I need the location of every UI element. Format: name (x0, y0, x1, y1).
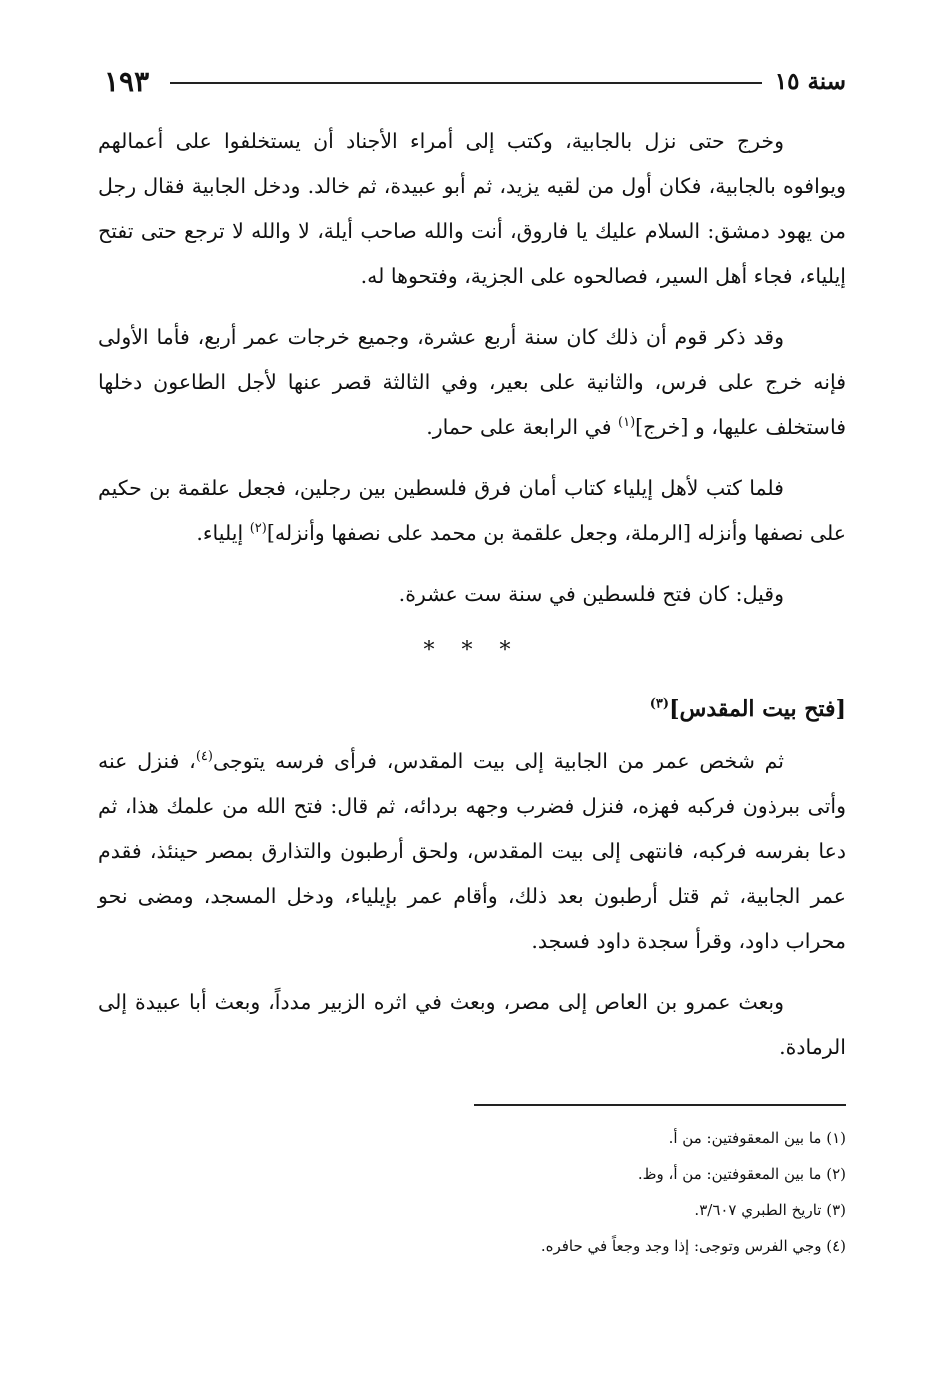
footnote-ref-3: (٣) (649, 696, 670, 712)
section-heading-text: [فتح بيت المقدس] (669, 696, 846, 722)
paragraph-5-text-b: ، فنزل عنه وأتى ببرذون فركبه فهزه، فنزل فضرب وجهه بردائه، ثم قال: فتح الله من علمك هذا، ثم دعا بفرسه فركبه، فانتهى إلى بيت المقدس، ولحق أرطبون والتذارق بمصر حينئذ، فقدم عمر الجابية، ثم قتل أرطبون بعد ذلك، وأقام عمر بإيلياء، ودخل المسجد، ومضى نحو محراب داود، وقرأ سجدة داود فسجد. (98, 749, 846, 953)
paragraph-1: وخرج حتى نزل بالجابية، وكتب إلى أمراء الأجناد أن يستخلفوا على أعمالهم ويوافوه بالجابية، فكان أول من لقيه يزيد، ثم أبو عبيدة، ثم خالد. ودخل الجابية فقال رجل من يهود دمشق: السلام عليك يا فاروق، أنت والله صاحب أيلة، لا والله لا ترجع حتى تفتح إيلياء، فجاء أهل السير، فصالحوه على الجزية، وفتحوها له. (98, 129, 846, 288)
footnote-ref-2: (٢) (249, 521, 267, 537)
paragraph-5 (98, 739, 846, 964)
page-number: ١٩٣ (104, 65, 150, 98)
section-separator: * * * (423, 638, 521, 663)
footnotes (400, 1120, 846, 1264)
footnote-1: (١) ما بين المعقوفتين: من أ. (668, 1129, 846, 1147)
paragraph-3-text-b: إيلياء. (196, 521, 250, 545)
main-text (98, 119, 846, 1070)
paragraph-4: وقيل: كان فتح فلسطين في سنة ست عشرة. (398, 582, 784, 606)
paragraph-5-text-a: ثم شخص عمر من الجابية إلى بيت المقدس، فرأى فرسه يتوجى (212, 749, 785, 773)
footnote-2: (٢) ما بين المعقوفتين: من أ، وظ. (637, 1165, 846, 1183)
section-heading (98, 685, 846, 733)
footnote-rule (474, 1104, 846, 1106)
paragraph-2-text-a: وقد ذكر قوم أن ذلك كان سنة أربع عشرة، وجميع خرجات عمر أربع، فأما الأولى فإنه خرج على فرس، والثانية على بعير، وفي الثالثة قصر عنها لأجل الطاعون دخلها فاستخلف عليها، و [خرج] (98, 325, 846, 439)
paragraph-2 (98, 315, 846, 450)
paragraph-3 (98, 466, 846, 556)
paragraph-6: وبعث عمرو بن العاص إلى مصر، وبعث في اثره الزبير مدداً، وبعث أبا عبيدة إلى الرمادة. (98, 990, 846, 1059)
footnote-ref-4: (٤) (195, 749, 213, 765)
header-section-label: سنة ١٥ (774, 68, 846, 95)
footnote-3: (٣) تاريخ الطبري ٣/٦٠٧. (694, 1201, 846, 1219)
paragraph-3-text-a: فلما كتب لأهل إيلياء كتاب أمان فرق فلسطين بين رجلين، فجعل علقمة بن حكيم على نصفها وأنزله [الرملة، وجعل علقمة بن محمد على نصفها وأنزله] (98, 476, 846, 545)
footnote-4: (٤) وجي الفرس وتوجى: إذا وجد وجعاً في حافره. (540, 1237, 846, 1255)
running-header (104, 62, 846, 102)
footnote-ref-1: (١) (618, 415, 636, 431)
header-rule (170, 82, 762, 84)
paragraph-2-text-b: في الرابعة على حمار. (426, 415, 619, 439)
